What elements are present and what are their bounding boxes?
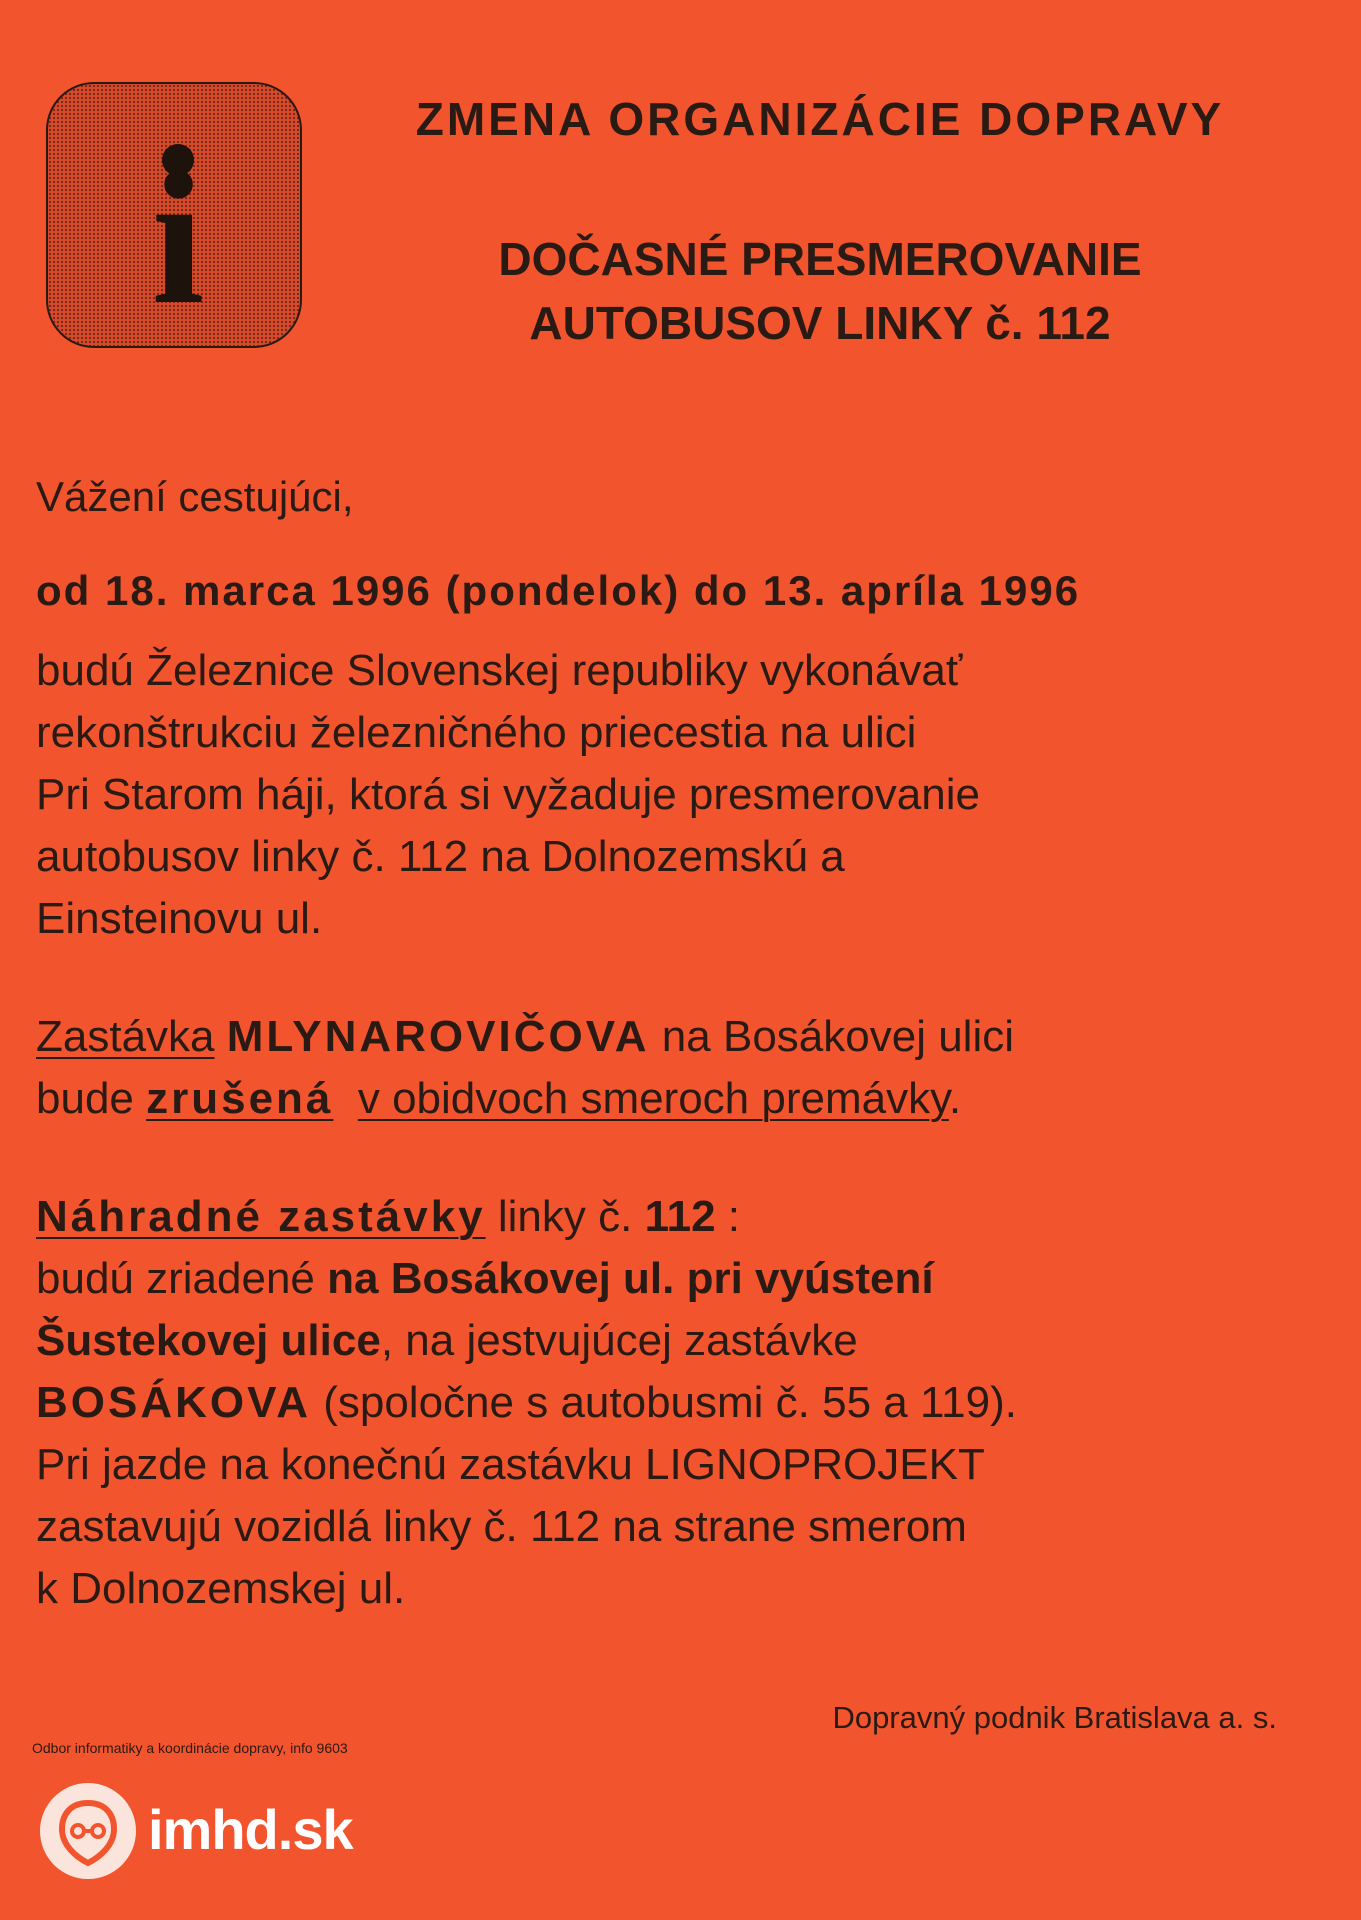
stop-label: Zastávka — [36, 1012, 215, 1061]
replacement-heading: Náhradné zastávky — [36, 1192, 486, 1241]
cancelled-word: zrušená — [146, 1074, 334, 1123]
text-fragment: linky č. — [485, 1192, 645, 1241]
imhd-logo[interactable] — [40, 1783, 400, 1883]
page-subtitle-line2: AUTOBUSOV LINKY č. 112 — [529, 297, 1111, 349]
paragraph-line — [36, 1006, 1281, 1068]
signature: Dopravný podnik Bratislava a. s. — [832, 1700, 1277, 1735]
paragraph-line: k Dolnozemskej ul. — [36, 1564, 406, 1613]
validity-dates: od 18. marca 1996 (pondelok) do 13. apríla 1996 — [36, 567, 1081, 614]
info-icon — [46, 82, 302, 348]
paragraph-reconstruction — [36, 640, 1281, 950]
paragraph-line — [36, 1068, 1281, 1130]
text-fragment: na Bosákovej ul. pri vyústení — [327, 1254, 934, 1303]
paragraph-line: budú Železnice Slovenskej republiky vykonávať — [36, 646, 963, 695]
info-icon-letter: i — [151, 134, 205, 344]
logo-text: imhd.sk — [148, 1798, 353, 1861]
paragraph-line: Pri jazde na konečnú zastávku LIGNOPROJEKT — [36, 1440, 985, 1489]
department-note: Odbor informatiky a koordinácie dopravy, info 9603 — [32, 1740, 348, 1756]
text-fragment: (spoločne s autobusmi č. 55 a 119). — [310, 1378, 1018, 1427]
paragraph-line: rekonštrukciu železničného priecestia na ulici — [36, 708, 917, 757]
stop-name-bosakova: BOSÁKOVA — [36, 1378, 311, 1427]
line-number: 112 — [644, 1192, 716, 1241]
paragraph-line: Pri Starom háji, ktorá si vyžaduje presmerovanie — [36, 770, 980, 819]
paragraph-line — [36, 1186, 1281, 1248]
page-title: ZMENA ORGANIZÁCIE DOPRAVY — [415, 93, 1225, 145]
bus-face-icon — [40, 1783, 136, 1879]
stop-street: na Bosákovej ulici — [649, 1012, 1014, 1061]
page-subtitle-line1: DOČASNÉ PRESMEROVANIE — [498, 233, 1142, 285]
text-fragment: . — [948, 1074, 962, 1123]
directions-text: v obidvoch smeroch premávky — [357, 1074, 949, 1123]
text-fragment: : — [715, 1192, 741, 1241]
text-fragment: budú zriadené — [36, 1254, 328, 1303]
text-fragment: , na jestvujúcej zastávke — [380, 1316, 858, 1365]
paragraph-replacement-stops — [36, 1186, 1281, 1620]
paragraph-line — [36, 1310, 1281, 1372]
paragraph-line: zastavujú vozidlá linky č. 112 na strane smerom — [36, 1502, 967, 1551]
stop-name: MLYNAROVIČOVA — [226, 1012, 650, 1061]
paragraph-stop-cancelled — [36, 1006, 1281, 1130]
greeting: Vážení cestujúci, — [36, 473, 354, 520]
paragraph-line — [36, 1372, 1281, 1434]
paragraph-line: Einsteinovu ul. — [36, 894, 323, 943]
text-fragment: bude — [36, 1074, 147, 1123]
paragraph-line: autobusov linky č. 112 na Dolnozemskú a — [36, 832, 845, 881]
paragraph-line — [36, 1248, 1281, 1310]
text-fragment: Šustekovej ulice — [36, 1316, 381, 1365]
